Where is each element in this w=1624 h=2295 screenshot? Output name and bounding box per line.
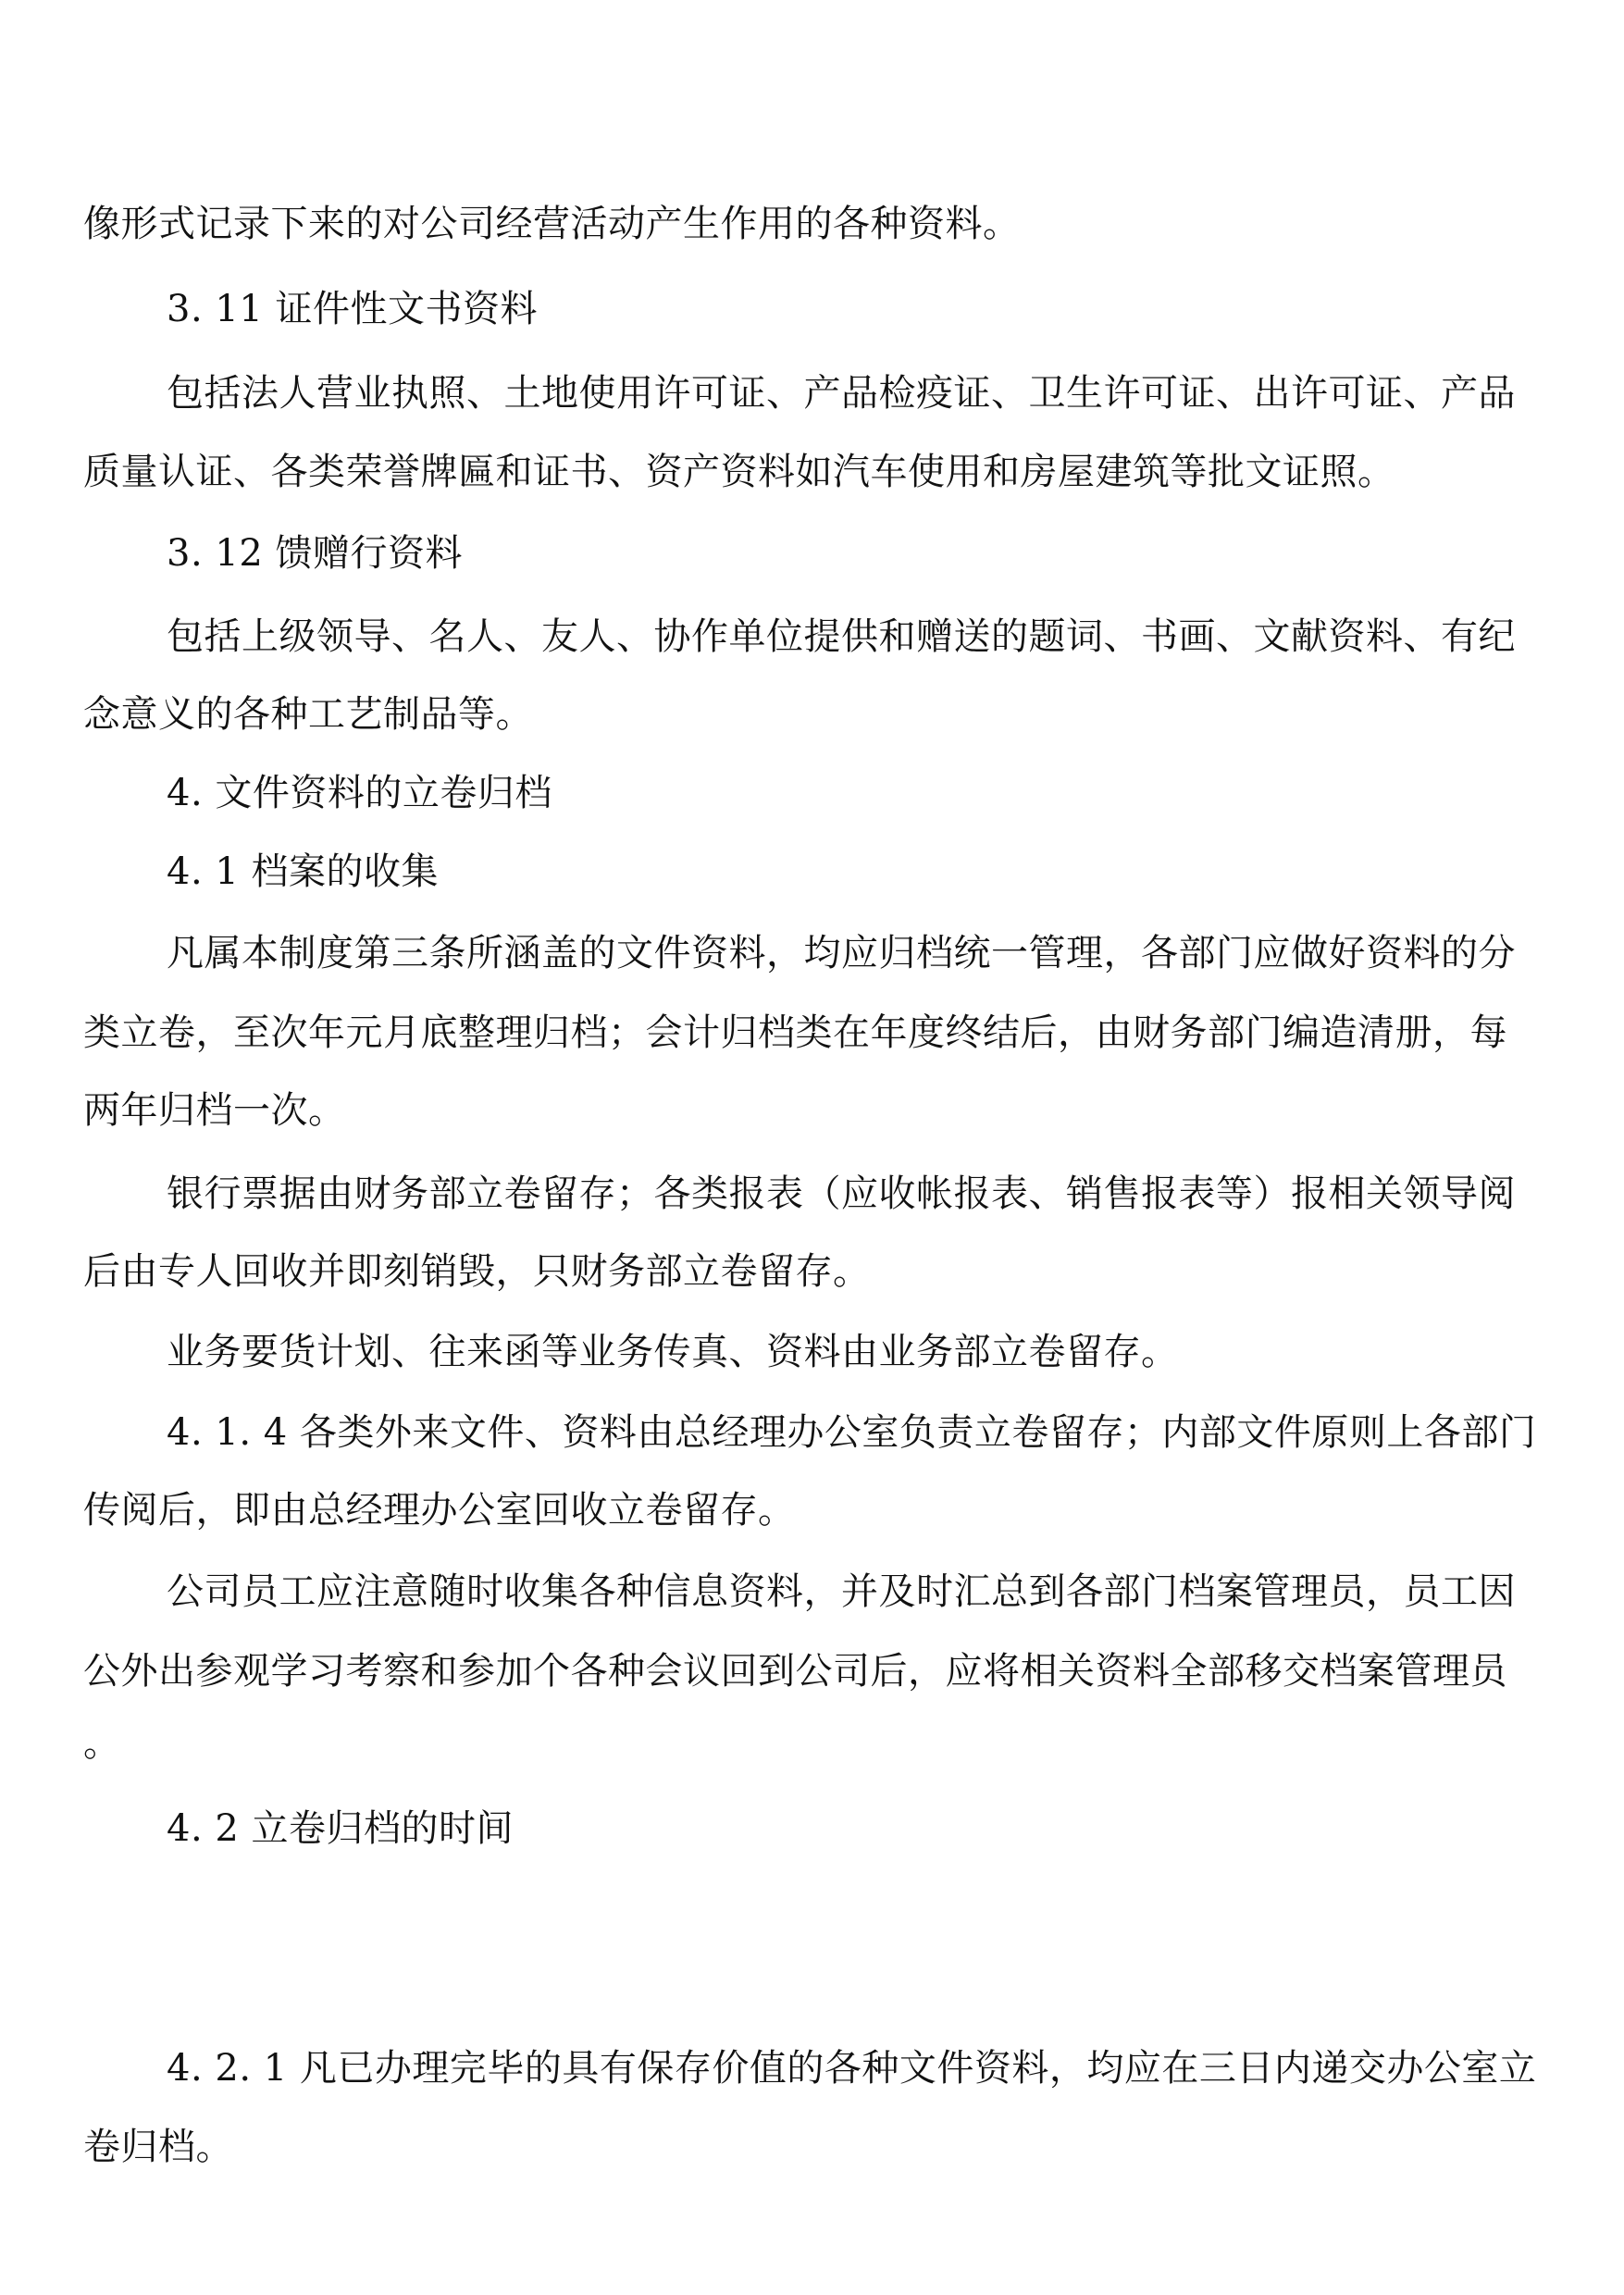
section-heading-4-1-4: 4. 1. 4 各类外来文件、资料由总经理办公室负责立卷留存；内部文件原则上各部门: [167, 1411, 1537, 1454]
body-text-line: 公司员工应注意随时收集各种信息资料，并及时汇总到各部门档案管理员，员工因: [167, 1570, 1516, 1613]
body-text-line: 公外出参观学习考察和参加个各种会议回到公司后，应将相关资料全部移交档案管理员: [83, 1650, 1507, 1693]
section-heading-4-2: 4. 2 立卷归档的时间: [167, 1807, 514, 1850]
section-heading-3-11: 3. 11 证件性文书资料: [167, 288, 538, 330]
body-text-line: 像形式记录下来的对公司经营活动产生作用的各种资料。: [83, 203, 1021, 245]
body-text-line: 包括上级领导、名人、友人、协作单位提供和赠送的题词、书画、文献资料、有纪: [167, 615, 1516, 658]
body-text-line: 后由专人回收并即刻销毁，只财务部立卷留存。: [83, 1250, 871, 1293]
section-heading-3-12: 3. 12 馈赠行资料: [167, 532, 463, 575]
section-heading-4-2-1: 4. 2. 1 凡已办理完毕的具有保存价值的各种文件资料，均应在三日内递交办公室立: [167, 2047, 1537, 2090]
section-heading-4-1: 4. 1 档案的收集: [167, 850, 440, 893]
body-text-line: 凡属本制度第三条所涵盖的文件资料，均应归档统一管理，各部门应做好资料的分: [167, 932, 1516, 974]
body-text-line: 银行票据由财务部立卷留存；各类报表（应收帐报表、销售报表等）报相关领导阅: [167, 1172, 1516, 1215]
body-text-line: 念意义的各种工艺制品等。: [83, 693, 533, 736]
section-heading-4: 4. 文件资料的立卷归档: [167, 772, 552, 814]
body-text-line: 两年归档一次。: [83, 1089, 346, 1132]
body-text-line: 质量认证、各类荣誉牌匾和证书、资产资料如汽车使用和房屋建筑等批文证照。: [83, 451, 1395, 493]
body-text-line: 卷归档。: [83, 2126, 233, 2168]
body-text-line: 类立卷，至次年元月底整理归档；会计归档类在年度终结后，由财务部门编造清册，每: [83, 1011, 1507, 1054]
body-text-line: 。: [83, 1722, 121, 1765]
body-text-line: 传阅后，即由总经理办公室回收立卷留存。: [83, 1489, 796, 1532]
body-text-line: 包括法人营业执照、土地使用许可证、产品检疫证、卫生许可证、出许可证、产品: [167, 372, 1516, 415]
body-text-line: 业务要货计划、往来函等业务传真、资料由业务部立卷留存。: [167, 1331, 1179, 1373]
